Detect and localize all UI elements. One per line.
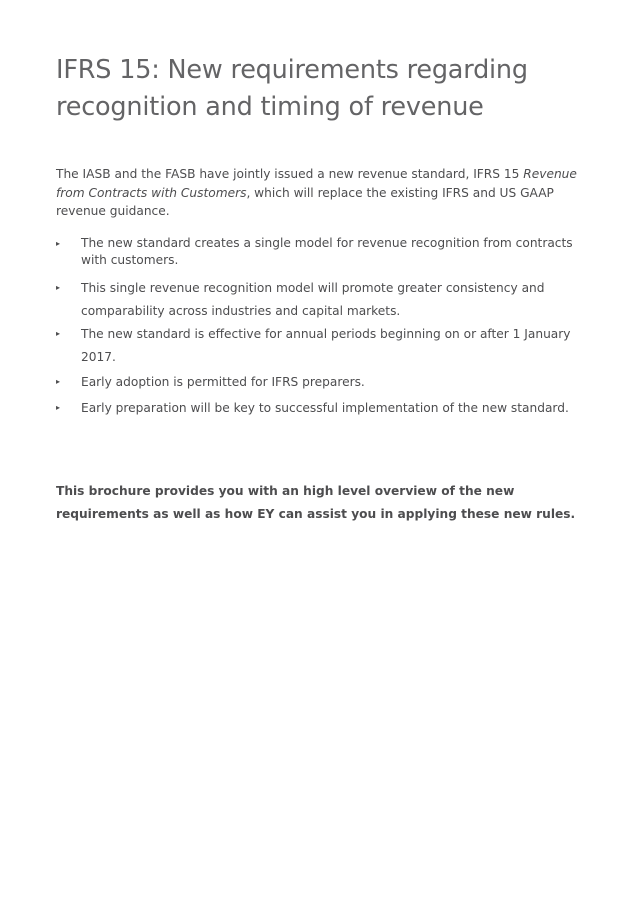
bullet-arrow-icon: ▸ (56, 283, 61, 292)
summary-paragraph: This brochure provides you with an high level overview of the new requirements as well as how EY can assist you in applying these new rules. (56, 484, 576, 521)
bullet-arrow-icon: ▸ (56, 402, 61, 412)
bullet-arrow-icon: ▸ (56, 239, 61, 248)
intro-text-start: The IASB and the FASB have jointly issued a new revenue standard, IFRS 15 (56, 167, 524, 181)
list-item-text: The new standard is effective for annual periods beginning on or after 1 January 2017. (81, 327, 571, 364)
bullet-arrow-icon: ▸ (56, 377, 61, 386)
page-title: IFRS 15: New requirements regarding recognition and timing of revenue (56, 55, 528, 122)
list-item-text: This single revenue recognition model will promote greater consistency and comparability across industries and capital markets. (81, 281, 545, 318)
key-points-list (56, 235, 586, 419)
intro-paragraph (56, 165, 586, 221)
list-item-text: The new standard creates a single model for revenue recognition from contracts with customers. (81, 236, 573, 267)
list-item-text: Early adoption is permitted for IFRS preparers. (81, 375, 365, 389)
bullet-arrow-icon: ▸ (56, 329, 61, 338)
list-item (56, 397, 586, 420)
list-item (56, 235, 586, 269)
list-item (56, 371, 586, 394)
list-item (56, 277, 586, 322)
list-item-text: Early preparation will be key to successful implementation of the new standard. (81, 400, 569, 415)
intro-text-end: , which will replace the existing IFRS and US GAAP revenue guidance. (56, 185, 554, 218)
list-item (56, 323, 586, 368)
intro-standard-name: Revenue from Contracts with Customers (56, 167, 577, 200)
